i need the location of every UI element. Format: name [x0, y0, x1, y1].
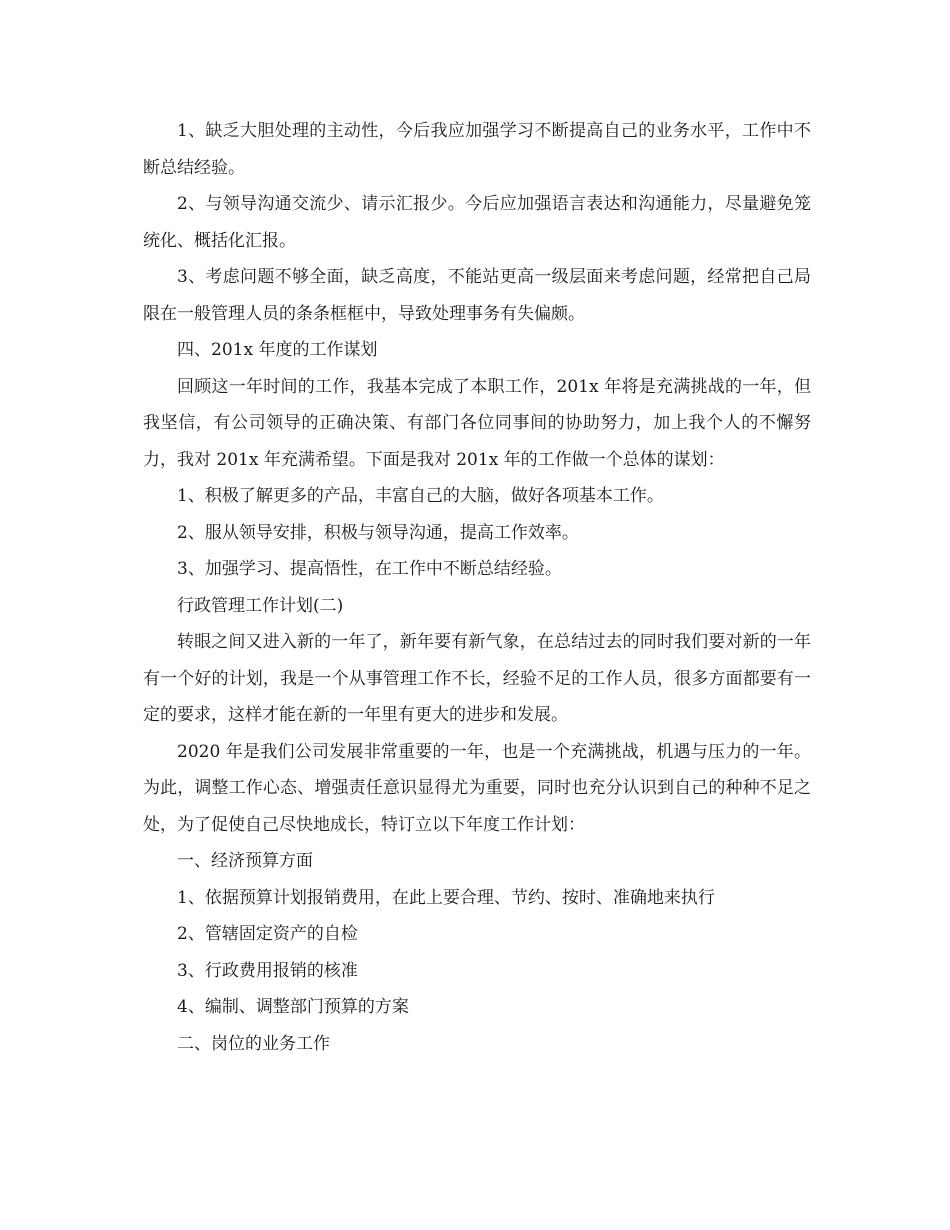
budget-item-4: 4、编制、调整部门预算的方案	[177, 997, 409, 1017]
paragraph-intro: 转眼之间又进入新的一年了，新年要有新气象，在总结过去的同时我们要对新的一年有一个好的计划，我是一个从事管理工作不长，经验不足的工作人员，很多方面都要有一定的要求，这样才能在新的一年里有更大的进步和发展。	[143, 632, 811, 725]
paragraph-shortcoming-3: 3、考虑问题不够全面，缺乏高度，不能站更高一级层面来考虑问题，经常把自己局限在一般管理人员的条条框框中，导致处理事务有失偏颇。	[143, 267, 811, 324]
paragraph-2020: 2020 年是我们公司发展非常重要的一年，也是一个充满挑战，机遇与压力的一年。为此，调整工作心态、增强责任意识显得尤为重要，同时也充分认识到自己的种种不足之处，为了促使自己尽快地成长，特订立以下年度工作计划：	[143, 741, 811, 835]
paragraph-review: 回顾这一年时间的工作，我基本完成了本职工作，201x 年将是充满挑战的一年，但我坚信，有公司领导的正确决策、有部门各位同事间的协助努力，加上我个人的不懈努力，我对 201x 年充满希望。下面是我对 201x 年的工作做一个总体的谋划：	[143, 376, 811, 470]
section-heading-plan: 四、201x 年度的工作谋划	[177, 340, 378, 360]
paragraph-shortcoming-1: 1、缺乏大胆处理的主动性，今后我应加强学习不断提高自己的业务水平，工作中不断总结经验。	[143, 121, 811, 178]
budget-item-1: 1、依据预算计划报销费用，在此上要合理、节约、按时、准确地来执行	[177, 887, 715, 908]
document-subtitle: 行政管理工作计划(二)	[177, 595, 344, 616]
budget-item-3: 3、行政费用报销的核准	[177, 960, 358, 981]
document-page	[143, 113, 811, 1062]
budget-item-2: 2、管辖固定资产的自检	[177, 924, 358, 944]
section-heading-budget: 一、经济预算方面	[177, 851, 313, 871]
paragraph-plan-2: 2、服从领导安排，积极与领导沟通，提高工作效率。	[177, 522, 579, 543]
section-heading-post: 二、岗位的业务工作	[177, 1033, 330, 1054]
paragraph-plan-3: 3、加强学习、提高悟性，在工作中不断总结经验。	[177, 559, 562, 579]
paragraph-shortcoming-2: 2、与领导沟通交流少、请示汇报少。今后应加强语言表达和沟通能力，尽量避免笼统化、概括化汇报。	[143, 194, 811, 251]
paragraph-plan-1: 1、积极了解更多的产品，丰富自己的大脑，做好各项基本工作。	[177, 486, 664, 506]
